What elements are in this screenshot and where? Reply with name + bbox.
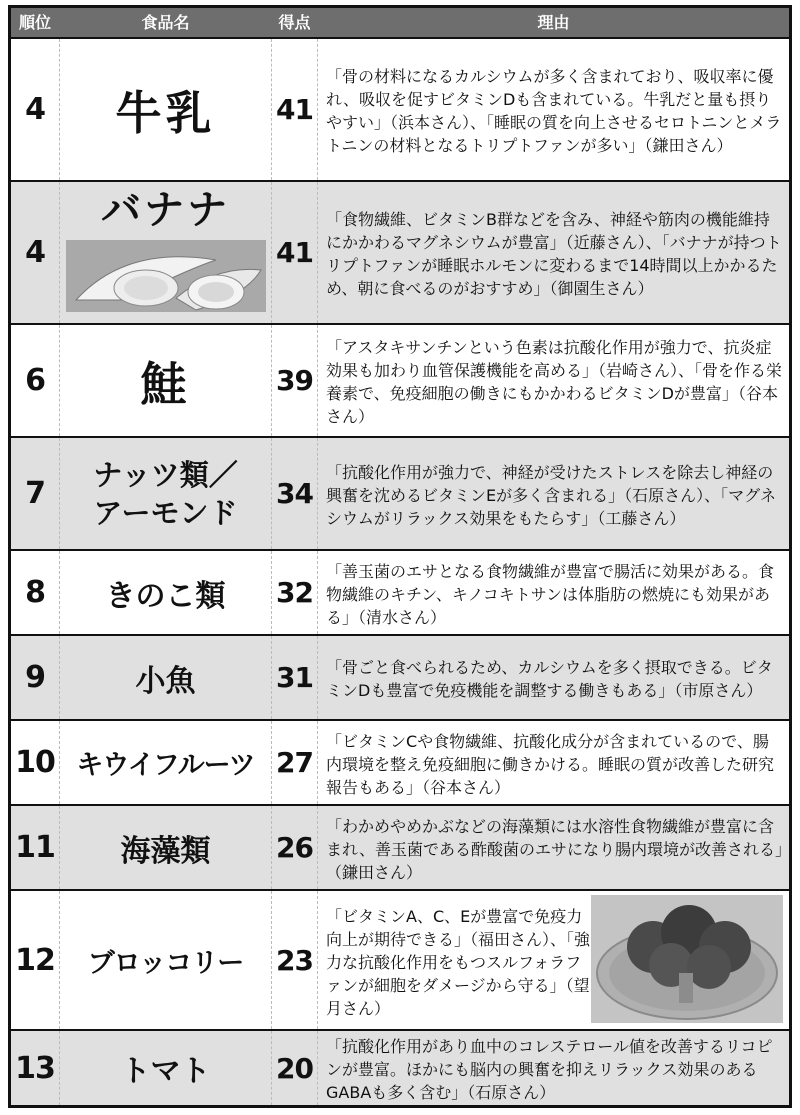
food-name-line1: ナッツ類／ — [93, 457, 238, 492]
food-name — [60, 438, 271, 549]
header-name: 食品名 — [141, 13, 190, 32]
score-value: 39 — [276, 364, 313, 397]
food-name: 鮭 — [140, 356, 191, 411]
reason-text: 「善玉菌のエサとなる食物繊維が豊富で腸活に効果がある。食物繊維のキチン、キノコキトサンは体脂肪の燃焼にも効果がある」（清水さん） — [326, 561, 775, 627]
table-row — [11, 891, 789, 1031]
table-row — [11, 325, 789, 438]
rank-value: 7 — [25, 476, 45, 511]
rank-value: 9 — [25, 660, 45, 695]
table-header — [11, 8, 789, 39]
table-row — [11, 806, 789, 891]
broccoli-photo — [591, 895, 783, 1023]
reason-text: 「食物繊維、ビタミンB群などを含み、神経や筋肉の機能維持にかかわるマグネシウムが豊富」（近藤さん）、「バナナが持つトリプトファンが睡眠ホルモンに変わるまで14時間以上かかるため、朝に食べるのがおすすめ」（御園生さん） — [326, 210, 782, 298]
food-name: 牛乳 — [115, 85, 216, 140]
reason-text: 「抗酸化作用が強力で、神経が受けたストレスを除去し神経の興奮を沈めるビタミンEが多く含まれる」（石原さん）、「マグネシウムがリラックス効果をもたらす」（工藤さん） — [326, 462, 776, 528]
rank-value: 4 — [25, 235, 45, 270]
rank-value: 6 — [25, 363, 45, 398]
food-name: きのこ類 — [105, 578, 226, 614]
table-row — [11, 551, 789, 636]
food-name: ブロッコリー — [87, 947, 244, 979]
food-name: キウイフルーツ — [76, 750, 255, 781]
score-value: 41 — [276, 93, 313, 126]
score-value: 26 — [276, 831, 313, 864]
reason-text: 「ビタミンA、C、Eが豊富で免疫力向上が期待できる」（福田さん）、「強力な抗酸化作用をもつスルフォラファンが細胞をダメージから守る」（望月さん） — [326, 906, 591, 1018]
score-value: 32 — [276, 576, 313, 609]
header-reason: 理由 — [537, 13, 570, 32]
score-value: 23 — [276, 943, 313, 977]
food-name: 小魚 — [135, 663, 196, 699]
header-score: 得点 — [278, 13, 311, 32]
score-value: 31 — [276, 661, 313, 694]
score-value: 34 — [276, 477, 313, 510]
table-row — [11, 438, 789, 551]
food-name: バナナ — [101, 187, 230, 233]
table-row — [11, 721, 789, 806]
ranking-table — [8, 5, 792, 1108]
rank-value: 10 — [15, 745, 55, 780]
rank-value: 11 — [15, 830, 55, 865]
reason-text: 「わかめやめかぶなどの海藻類には水溶性食物繊維が豊富に含まれ、善玉菌である酢酸菌のエサになり腸内環境が改善される」（鎌田さん） — [326, 816, 783, 882]
score-value: 41 — [276, 236, 313, 269]
table-row — [11, 39, 789, 182]
rank-value: 8 — [25, 575, 45, 610]
table-row — [11, 182, 789, 325]
reason-text: 「骨ごと食べられるため、カルシウムを多く摂取できる。ビタミンDも豊富で免疫機能を調整する働きもある」（市原さん） — [326, 658, 773, 700]
score-value: 27 — [276, 746, 313, 779]
food-name: トマト — [120, 1054, 211, 1089]
rank-value: 13 — [15, 1050, 55, 1086]
food-name: 海藻類 — [120, 833, 211, 869]
score-value: 20 — [276, 1051, 313, 1085]
food-name-line2: アーモンド — [93, 495, 238, 530]
reason-text: 「ビタミンCや食物繊維、抗酸化成分が含まれているので、腸内環境を整え免疫細胞に働きかける。睡眠の質が改善した研究報告もある」（谷本さん） — [326, 731, 775, 797]
food-name-cell — [60, 184, 271, 315]
banana-photo — [66, 240, 266, 312]
rank-value: 12 — [15, 942, 55, 978]
header-rank: 順位 — [18, 13, 51, 32]
table-row — [11, 1031, 789, 1105]
rank-value: 4 — [25, 92, 45, 127]
reason-text: 「骨の材料になるカルシウムが多く含まれており、吸収率に優れ、吸収を促すビタミンDも含まれている。牛乳だと量も摂りやすい」（浜本さん）、「睡眠の質を向上させるセロトニンとメラトニンの材料となるトリプトファンが多い」（鎌田さん） — [326, 67, 782, 155]
reason-text: 「アスタキサンチンという色素は抗酸化作用が強力で、抗炎症効果も加わり血管保護機能を高める」（岩崎さん）、「骨を作る栄養素で、免疫細胞の働きにもかかわるビタミンDが豊富」（谷本さん） — [326, 338, 783, 426]
reason-text: 「抗酸化作用があり血中のコレステロール値を改善するリコピンが豊富。ほかにも脳内の興奮を抑えリラックス効果のあるGABAも多く含む」（石原さん） — [326, 1037, 773, 1102]
table-row — [11, 636, 789, 721]
